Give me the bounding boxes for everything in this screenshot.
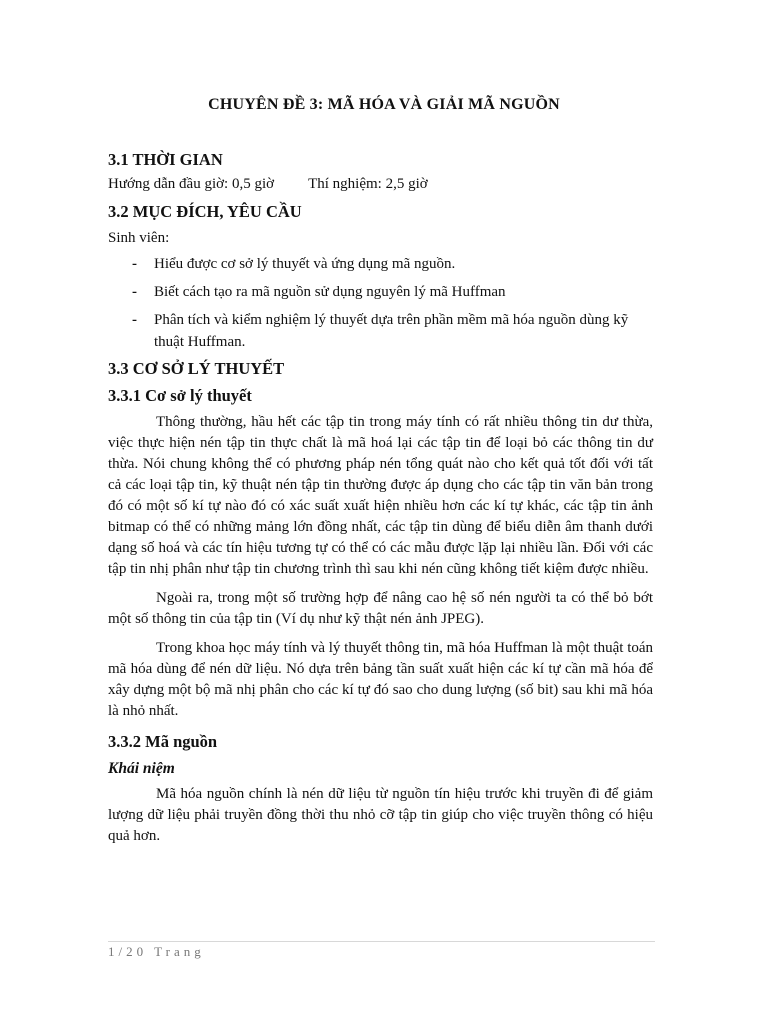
- paragraph-redundancy: Thông thường, hầu hết các tập tin trong máy tính có rất nhiều thông tin dư thừa, việc thực hiện nén tập tin thực chất là mã hoá lại các tập tin để loại bỏ các thông tin dư thừa. Nói chung không thể có phương pháp nén tổng quát nào cho kết quả tốt đối với tất cả các loại tập tin, kỹ thuật nén tập tin thường được áp dụng cho các tập tin văn bản trong đó có một số kí tự nào đó có xác suất xuất hiện nhiều hơn các kí tự khác, các tập tin ảnh bitmap có thể có những mảng lớn đồng nhất, các tập tin dùng để biểu diễn âm thanh dưới dạng số hoá và các tín hiệu tương tự có thể có các mẫu được lặp lại nhiều lần. Đối với các tập tin nhị phân như tập tin chương trình thì sau khi nén cũng không tiết kiệm được nhiều.: [108, 414, 653, 577]
- section-3-1-heading: 3.1 THỜI GIAN: [108, 150, 223, 169]
- bullet-dash: -: [132, 256, 137, 272]
- paragraph-source-coding: Mã hóa nguồn chính là nén dữ liệu từ nguồn tín hiệu trước khi truyền đi để giảm lượng dữ liệu phải truyền đồng thời thu nhỏ cỡ tập tin giúp cho việc truyền thông có hiệu quả hơn.: [108, 786, 653, 844]
- bullet-dash: -: [132, 312, 137, 328]
- document-body: [108, 150, 653, 847]
- guide-time: Hướng dẫn đầu giờ: 0,5 giờ: [108, 176, 275, 192]
- section-3-3-1-heading: 3.3.1 Cơ sở lý thuyết: [108, 386, 252, 405]
- paragraph-huffman: Trong khoa học máy tính và lý thuyết thông tin, mã hóa Huffman là một thuật toán mã hóa dùng để nén dữ liệu. Nó dựa trên bảng tần suất xuất hiện các kí tự cần mã hóa để xây dựng một bộ mã nhị phân cho các kí tự đó sao cho dung lượng (số bit) sau khi mã hóa là nhỏ nhất.: [108, 640, 654, 719]
- list-item: - Hiểu được cơ sở lý thuyết và ứng dụng mã nguồn.: [108, 253, 653, 275]
- page-number: 1/20 Trang: [108, 944, 205, 959]
- footer-divider: [108, 941, 655, 942]
- requirements-list: [108, 253, 653, 353]
- lab-time: Thí nghiệm: 2,5 giờ: [308, 176, 428, 192]
- section-3-3-heading: 3.3 CƠ SỞ LÝ THUYẾT: [108, 359, 285, 378]
- section-3-3-2-heading: 3.3.2 Mã nguồn: [108, 732, 218, 751]
- paragraph-lossy: Ngoài ra, trong một số trường hợp để nâng cao hệ số nén người ta có thể bỏ bớt một số thông tin của tập tin (Ví dụ như kỹ thật nén ảnh JPEG).: [108, 590, 653, 627]
- concept-heading: Khái niệm: [108, 760, 175, 777]
- section-3-2-heading: 3.2 MỤC ĐÍCH, YÊU CẦU: [108, 202, 302, 221]
- section-3-2-intro: Sinh viên:: [108, 230, 170, 246]
- list-item: - Biết cách tạo ra mã nguồn sử dụng nguyên lý mã Huffman: [108, 281, 653, 303]
- time-allocation-row: [108, 176, 653, 193]
- bullet-dash: -: [132, 284, 137, 300]
- document-title: CHUYÊN ĐỀ 3: MÃ HÓA VÀ GIẢI MÃ NGUỒN: [208, 96, 560, 113]
- list-item: - Phân tích và kiểm nghiệm lý thuyết dựa trên phần mềm mã hóa nguồn dùng kỹ thuật Huffman.: [108, 309, 653, 353]
